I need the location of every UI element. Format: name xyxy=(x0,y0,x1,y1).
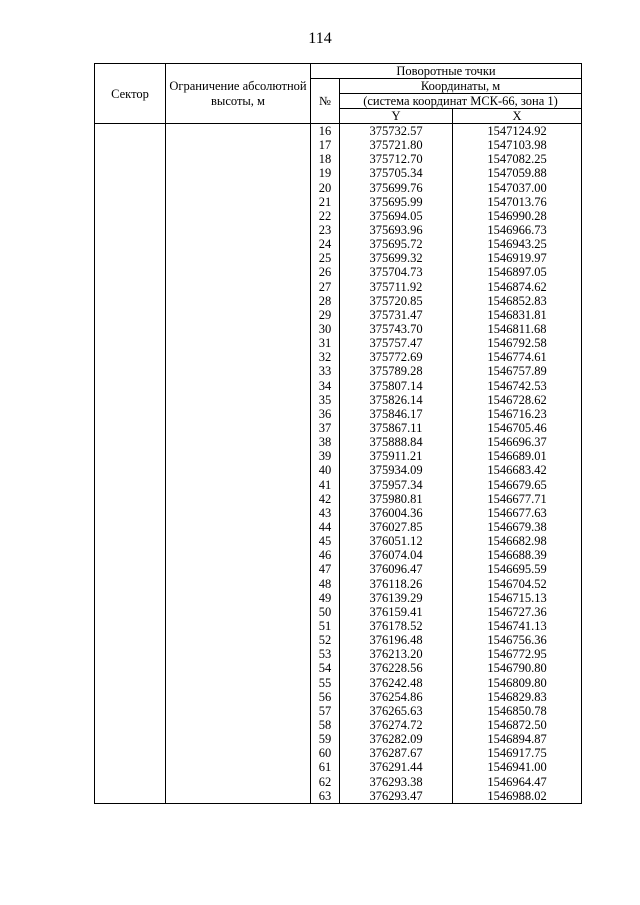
altitude-limit-cell xyxy=(166,280,311,294)
table-row xyxy=(95,690,582,704)
sector-cell xyxy=(95,675,166,689)
sector-cell xyxy=(95,562,166,576)
sector-cell xyxy=(95,661,166,675)
coordinate-x-cell: 1546756.36 xyxy=(453,633,582,647)
sector-cell xyxy=(95,463,166,477)
point-number-cell: 18 xyxy=(311,152,340,166)
sector-cell xyxy=(95,379,166,393)
point-number-cell: 37 xyxy=(311,421,340,435)
point-number-cell: 52 xyxy=(311,633,340,647)
point-number-cell: 31 xyxy=(311,336,340,350)
coordinate-x-cell: 1546964.47 xyxy=(453,774,582,788)
altitude-limit-cell xyxy=(166,534,311,548)
coordinate-x-cell: 1546677.71 xyxy=(453,492,582,506)
altitude-limit-cell xyxy=(166,492,311,506)
coordinate-y-cell: 375699.76 xyxy=(340,181,453,195)
coordinate-x-cell: 1546688.39 xyxy=(453,548,582,562)
point-number-cell: 27 xyxy=(311,280,340,294)
coordinate-y-cell: 375807.14 xyxy=(340,379,453,393)
coordinate-y-cell: 375711.92 xyxy=(340,280,453,294)
coordinate-y-cell: 376293.47 xyxy=(340,789,453,804)
sector-cell xyxy=(95,294,166,308)
sector-cell xyxy=(95,704,166,718)
point-number-cell: 46 xyxy=(311,548,340,562)
coordinate-y-cell: 375712.70 xyxy=(340,152,453,166)
altitude-limit-cell xyxy=(166,421,311,435)
coordinate-y-cell: 376265.63 xyxy=(340,704,453,718)
altitude-limit-cell xyxy=(166,364,311,378)
sector-cell xyxy=(95,774,166,788)
coordinate-y-cell: 376118.26 xyxy=(340,577,453,591)
coordinate-x-cell: 1547124.92 xyxy=(453,124,582,139)
sector-cell xyxy=(95,251,166,265)
coordinate-x-cell: 1547059.88 xyxy=(453,166,582,180)
coordinate-y-cell: 375699.32 xyxy=(340,251,453,265)
coordinate-y-cell: 375695.99 xyxy=(340,195,453,209)
point-number-cell: 42 xyxy=(311,492,340,506)
sector-cell xyxy=(95,435,166,449)
coordinate-y-cell: 375980.81 xyxy=(340,492,453,506)
sector-cell xyxy=(95,322,166,336)
sector-cell xyxy=(95,492,166,506)
coordinate-x-cell: 1546704.52 xyxy=(453,577,582,591)
point-number-cell: 50 xyxy=(311,605,340,619)
point-number-cell: 39 xyxy=(311,449,340,463)
coordinate-x-cell: 1546811.68 xyxy=(453,322,582,336)
point-number-cell: 30 xyxy=(311,322,340,336)
point-number-cell: 59 xyxy=(311,732,340,746)
table-row xyxy=(95,294,582,308)
point-number-cell: 23 xyxy=(311,223,340,237)
altitude-limit-cell xyxy=(166,294,311,308)
point-number-cell: 22 xyxy=(311,209,340,223)
point-number-cell: 17 xyxy=(311,138,340,152)
coordinate-x-cell: 1546894.87 xyxy=(453,732,582,746)
table-row xyxy=(95,407,582,421)
table-body xyxy=(95,124,582,804)
point-number-cell: 40 xyxy=(311,463,340,477)
altitude-limit-cell xyxy=(166,591,311,605)
point-number-cell: 63 xyxy=(311,789,340,804)
page-number: 114 xyxy=(308,30,332,47)
sector-cell xyxy=(95,223,166,237)
sector-cell xyxy=(95,138,166,152)
altitude-limit-cell xyxy=(166,435,311,449)
table-row xyxy=(95,506,582,520)
point-number-cell: 32 xyxy=(311,350,340,364)
altitude-limit-cell xyxy=(166,393,311,407)
point-number-cell: 54 xyxy=(311,661,340,675)
coordinate-y-cell: 375888.84 xyxy=(340,435,453,449)
coordinate-y-cell: 375826.14 xyxy=(340,393,453,407)
point-number-cell: 47 xyxy=(311,562,340,576)
coordinate-x-cell: 1546966.73 xyxy=(453,223,582,237)
coordinate-y-cell: 375704.73 xyxy=(340,265,453,279)
altitude-limit-cell xyxy=(166,152,311,166)
coordinate-y-cell: 375934.09 xyxy=(340,463,453,477)
coordinate-x-cell: 1546716.23 xyxy=(453,407,582,421)
coordinate-x-cell: 1546774.61 xyxy=(453,350,582,364)
point-number-cell: 49 xyxy=(311,591,340,605)
point-number-cell: 61 xyxy=(311,760,340,774)
coordinate-y-cell: 375721.80 xyxy=(340,138,453,152)
coordinate-y-cell: 375705.34 xyxy=(340,166,453,180)
table-row xyxy=(95,633,582,647)
sector-cell xyxy=(95,124,166,139)
table-row xyxy=(95,463,582,477)
coordinate-x-cell: 1546852.83 xyxy=(453,294,582,308)
table-row xyxy=(95,774,582,788)
altitude-limit-cell xyxy=(166,138,311,152)
sector-cell xyxy=(95,746,166,760)
sector-cell xyxy=(95,237,166,251)
point-number-cell: 53 xyxy=(311,647,340,661)
point-number-cell: 19 xyxy=(311,166,340,180)
sector-cell xyxy=(95,308,166,322)
table-row xyxy=(95,591,582,605)
altitude-limit-cell xyxy=(166,746,311,760)
coordinate-x-cell: 1546728.62 xyxy=(453,393,582,407)
coordinates-table xyxy=(94,63,582,804)
coordinate-x-cell: 1547013.76 xyxy=(453,195,582,209)
sector-cell xyxy=(95,789,166,804)
coordinate-x-cell: 1546705.46 xyxy=(453,421,582,435)
coordinate-y-cell: 376159.41 xyxy=(340,605,453,619)
coordinate-x-cell: 1546831.81 xyxy=(453,308,582,322)
coordinate-x-cell: 1546990.28 xyxy=(453,209,582,223)
coordinate-y-cell: 376287.67 xyxy=(340,746,453,760)
coordinate-y-cell: 376027.85 xyxy=(340,520,453,534)
coordinate-y-cell: 376178.52 xyxy=(340,619,453,633)
sector-cell xyxy=(95,520,166,534)
sector-cell xyxy=(95,350,166,364)
altitude-limit-cell xyxy=(166,237,311,251)
table-row xyxy=(95,280,582,294)
table-row xyxy=(95,223,582,237)
altitude-limit-cell xyxy=(166,633,311,647)
coordinate-x-cell: 1546897.05 xyxy=(453,265,582,279)
altitude-limit-cell xyxy=(166,619,311,633)
coordinate-x-cell: 1546988.02 xyxy=(453,789,582,804)
table-row xyxy=(95,251,582,265)
table-row xyxy=(95,421,582,435)
point-number-cell: 38 xyxy=(311,435,340,449)
altitude-limit-cell xyxy=(166,251,311,265)
coordinate-y-cell: 376004.36 xyxy=(340,506,453,520)
coordinate-x-cell: 1547103.98 xyxy=(453,138,582,152)
table-row xyxy=(95,181,582,195)
header-coordinates: Координаты, м xyxy=(340,79,582,94)
point-number-cell: 25 xyxy=(311,251,340,265)
altitude-limit-cell xyxy=(166,520,311,534)
table-row xyxy=(95,577,582,591)
sector-cell xyxy=(95,265,166,279)
coordinate-y-cell: 375743.70 xyxy=(340,322,453,336)
table-row xyxy=(95,760,582,774)
table-row xyxy=(95,152,582,166)
point-number-cell: 51 xyxy=(311,619,340,633)
point-number-cell: 57 xyxy=(311,704,340,718)
sector-cell xyxy=(95,280,166,294)
altitude-limit-cell xyxy=(166,166,311,180)
coordinate-y-cell: 376293.38 xyxy=(340,774,453,788)
sector-cell xyxy=(95,690,166,704)
table-row xyxy=(95,605,582,619)
coordinate-x-cell: 1546683.42 xyxy=(453,463,582,477)
sector-cell xyxy=(95,195,166,209)
altitude-limit-cell xyxy=(166,463,311,477)
altitude-limit-cell xyxy=(166,223,311,237)
point-number-cell: 16 xyxy=(311,124,340,139)
coordinate-x-cell: 1546872.50 xyxy=(453,718,582,732)
table-row xyxy=(95,675,582,689)
table-row xyxy=(95,379,582,393)
table-row xyxy=(95,449,582,463)
coordinate-x-cell: 1546682.98 xyxy=(453,534,582,548)
altitude-limit-cell xyxy=(166,308,311,322)
coordinate-x-cell: 1546677.63 xyxy=(453,506,582,520)
table-row xyxy=(95,492,582,506)
altitude-limit-cell xyxy=(166,195,311,209)
point-number-cell: 41 xyxy=(311,478,340,492)
altitude-limit-cell xyxy=(166,478,311,492)
coordinate-x-cell: 1546696.37 xyxy=(453,435,582,449)
point-number-cell: 26 xyxy=(311,265,340,279)
header-coordinate-system: (система координат МСК-66, зона 1) xyxy=(340,94,582,109)
sector-cell xyxy=(95,181,166,195)
sector-cell xyxy=(95,421,166,435)
point-number-cell: 55 xyxy=(311,675,340,689)
altitude-limit-cell xyxy=(166,718,311,732)
table-row xyxy=(95,478,582,492)
table-row xyxy=(95,520,582,534)
point-number-cell: 48 xyxy=(311,577,340,591)
altitude-limit-cell xyxy=(166,690,311,704)
coordinate-x-cell: 1546741.13 xyxy=(453,619,582,633)
point-number-cell: 44 xyxy=(311,520,340,534)
coordinate-x-cell: 1546941.00 xyxy=(453,760,582,774)
table-row xyxy=(95,336,582,350)
table-row xyxy=(95,548,582,562)
table-row xyxy=(95,619,582,633)
altitude-limit-cell xyxy=(166,647,311,661)
coordinate-y-cell: 376254.86 xyxy=(340,690,453,704)
header-x: X xyxy=(453,109,582,124)
altitude-limit-cell xyxy=(166,181,311,195)
coordinate-y-cell: 376291.44 xyxy=(340,760,453,774)
coordinate-x-cell: 1546742.53 xyxy=(453,379,582,393)
coordinate-y-cell: 375772.69 xyxy=(340,350,453,364)
altitude-limit-cell xyxy=(166,774,311,788)
point-number-cell: 60 xyxy=(311,746,340,760)
table-row xyxy=(95,124,582,139)
header-y: Y xyxy=(340,109,453,124)
sector-cell xyxy=(95,336,166,350)
coordinate-x-cell: 1546809.80 xyxy=(453,675,582,689)
table-row xyxy=(95,534,582,548)
table-row xyxy=(95,237,582,251)
altitude-limit-cell xyxy=(166,605,311,619)
coordinate-y-cell: 375911.21 xyxy=(340,449,453,463)
header-turning-points: Поворотные точки xyxy=(311,64,582,79)
point-number-cell: 62 xyxy=(311,774,340,788)
sector-cell xyxy=(95,152,166,166)
coordinate-y-cell: 376139.29 xyxy=(340,591,453,605)
coordinate-x-cell: 1546757.89 xyxy=(453,364,582,378)
point-number-cell: 28 xyxy=(311,294,340,308)
coordinate-x-cell: 1547037.00 xyxy=(453,181,582,195)
table-row xyxy=(95,209,582,223)
sector-cell xyxy=(95,506,166,520)
point-number-cell: 35 xyxy=(311,393,340,407)
point-number-cell: 58 xyxy=(311,718,340,732)
coordinate-x-cell: 1546679.38 xyxy=(453,520,582,534)
coordinate-y-cell: 375846.17 xyxy=(340,407,453,421)
coordinate-x-cell: 1546829.83 xyxy=(453,690,582,704)
coordinate-y-cell: 375732.57 xyxy=(340,124,453,139)
sector-cell xyxy=(95,166,166,180)
header-number: № xyxy=(311,79,340,124)
altitude-limit-cell xyxy=(166,704,311,718)
table-row xyxy=(95,393,582,407)
sector-cell xyxy=(95,548,166,562)
altitude-limit-cell xyxy=(166,336,311,350)
altitude-limit-cell xyxy=(166,322,311,336)
header-sector: Сектор xyxy=(95,64,166,124)
coordinate-x-cell: 1546917.75 xyxy=(453,746,582,760)
table-row xyxy=(95,562,582,576)
altitude-limit-cell xyxy=(166,661,311,675)
table-row xyxy=(95,746,582,760)
header-altitude-limit: Ограничение абсолютной высоты, м xyxy=(166,64,311,124)
table-row xyxy=(95,364,582,378)
sector-cell xyxy=(95,364,166,378)
coordinate-y-cell: 376096.47 xyxy=(340,562,453,576)
altitude-limit-cell xyxy=(166,675,311,689)
sector-cell xyxy=(95,633,166,647)
altitude-limit-cell xyxy=(166,789,311,804)
coordinate-y-cell: 375957.34 xyxy=(340,478,453,492)
altitude-limit-cell xyxy=(166,379,311,393)
coordinate-x-cell: 1546943.25 xyxy=(453,237,582,251)
coordinate-x-cell: 1546919.97 xyxy=(453,251,582,265)
sector-cell xyxy=(95,591,166,605)
sector-cell xyxy=(95,760,166,774)
table-row xyxy=(95,195,582,209)
sector-cell xyxy=(95,478,166,492)
coordinate-y-cell: 375693.96 xyxy=(340,223,453,237)
sector-cell xyxy=(95,619,166,633)
table-row xyxy=(95,435,582,449)
coordinate-y-cell: 375695.72 xyxy=(340,237,453,251)
altitude-limit-cell xyxy=(166,506,311,520)
sector-cell xyxy=(95,732,166,746)
sector-cell xyxy=(95,449,166,463)
coordinate-x-cell: 1546695.59 xyxy=(453,562,582,576)
sector-cell xyxy=(95,647,166,661)
point-number-cell: 56 xyxy=(311,690,340,704)
coordinate-y-cell: 375731.47 xyxy=(340,308,453,322)
coordinate-y-cell: 375789.28 xyxy=(340,364,453,378)
sector-cell xyxy=(95,534,166,548)
coordinate-x-cell: 1546715.13 xyxy=(453,591,582,605)
table-row xyxy=(95,789,582,804)
coordinate-y-cell: 376196.48 xyxy=(340,633,453,647)
table-row xyxy=(95,308,582,322)
coordinate-x-cell: 1546679.65 xyxy=(453,478,582,492)
coordinate-x-cell: 1546792.58 xyxy=(453,336,582,350)
coordinate-y-cell: 375720.85 xyxy=(340,294,453,308)
coordinate-x-cell: 1547082.25 xyxy=(453,152,582,166)
table-row xyxy=(95,732,582,746)
coordinate-y-cell: 376051.12 xyxy=(340,534,453,548)
table-row xyxy=(95,647,582,661)
table-row xyxy=(95,166,582,180)
altitude-limit-cell xyxy=(166,407,311,421)
point-number-cell: 34 xyxy=(311,379,340,393)
coordinate-y-cell: 376074.04 xyxy=(340,548,453,562)
coordinate-y-cell: 376282.09 xyxy=(340,732,453,746)
point-number-cell: 20 xyxy=(311,181,340,195)
coordinate-y-cell: 376228.56 xyxy=(340,661,453,675)
coordinate-x-cell: 1546850.78 xyxy=(453,704,582,718)
altitude-limit-cell xyxy=(166,577,311,591)
table-row xyxy=(95,718,582,732)
altitude-limit-cell xyxy=(166,548,311,562)
coordinate-y-cell: 375757.47 xyxy=(340,336,453,350)
point-number-cell: 29 xyxy=(311,308,340,322)
table-row xyxy=(95,661,582,675)
point-number-cell: 36 xyxy=(311,407,340,421)
sector-cell xyxy=(95,407,166,421)
altitude-limit-cell xyxy=(166,449,311,463)
coordinate-x-cell: 1546790.80 xyxy=(453,661,582,675)
altitude-limit-cell xyxy=(166,265,311,279)
sector-cell xyxy=(95,209,166,223)
altitude-limit-cell xyxy=(166,209,311,223)
table-row xyxy=(95,704,582,718)
sector-cell xyxy=(95,393,166,407)
table-row xyxy=(95,265,582,279)
coordinate-y-cell: 375867.11 xyxy=(340,421,453,435)
sector-cell xyxy=(95,718,166,732)
point-number-cell: 43 xyxy=(311,506,340,520)
coordinate-y-cell: 376242.48 xyxy=(340,675,453,689)
coordinate-y-cell: 376213.20 xyxy=(340,647,453,661)
point-number-cell: 45 xyxy=(311,534,340,548)
coordinate-x-cell: 1546772.95 xyxy=(453,647,582,661)
coordinate-x-cell: 1546727.36 xyxy=(453,605,582,619)
altitude-limit-cell xyxy=(166,562,311,576)
sector-cell xyxy=(95,605,166,619)
altitude-limit-cell xyxy=(166,732,311,746)
coordinate-y-cell: 376274.72 xyxy=(340,718,453,732)
table-row xyxy=(95,138,582,152)
altitude-limit-cell xyxy=(166,350,311,364)
point-number-cell: 21 xyxy=(311,195,340,209)
coordinate-x-cell: 1546689.01 xyxy=(453,449,582,463)
point-number-cell: 24 xyxy=(311,237,340,251)
coordinate-x-cell: 1546874.62 xyxy=(453,280,582,294)
table-row xyxy=(95,322,582,336)
point-number-cell: 33 xyxy=(311,364,340,378)
table-row xyxy=(95,350,582,364)
coordinate-y-cell: 375694.05 xyxy=(340,209,453,223)
sector-cell xyxy=(95,577,166,591)
altitude-limit-cell xyxy=(166,760,311,774)
altitude-limit-cell xyxy=(166,124,311,139)
